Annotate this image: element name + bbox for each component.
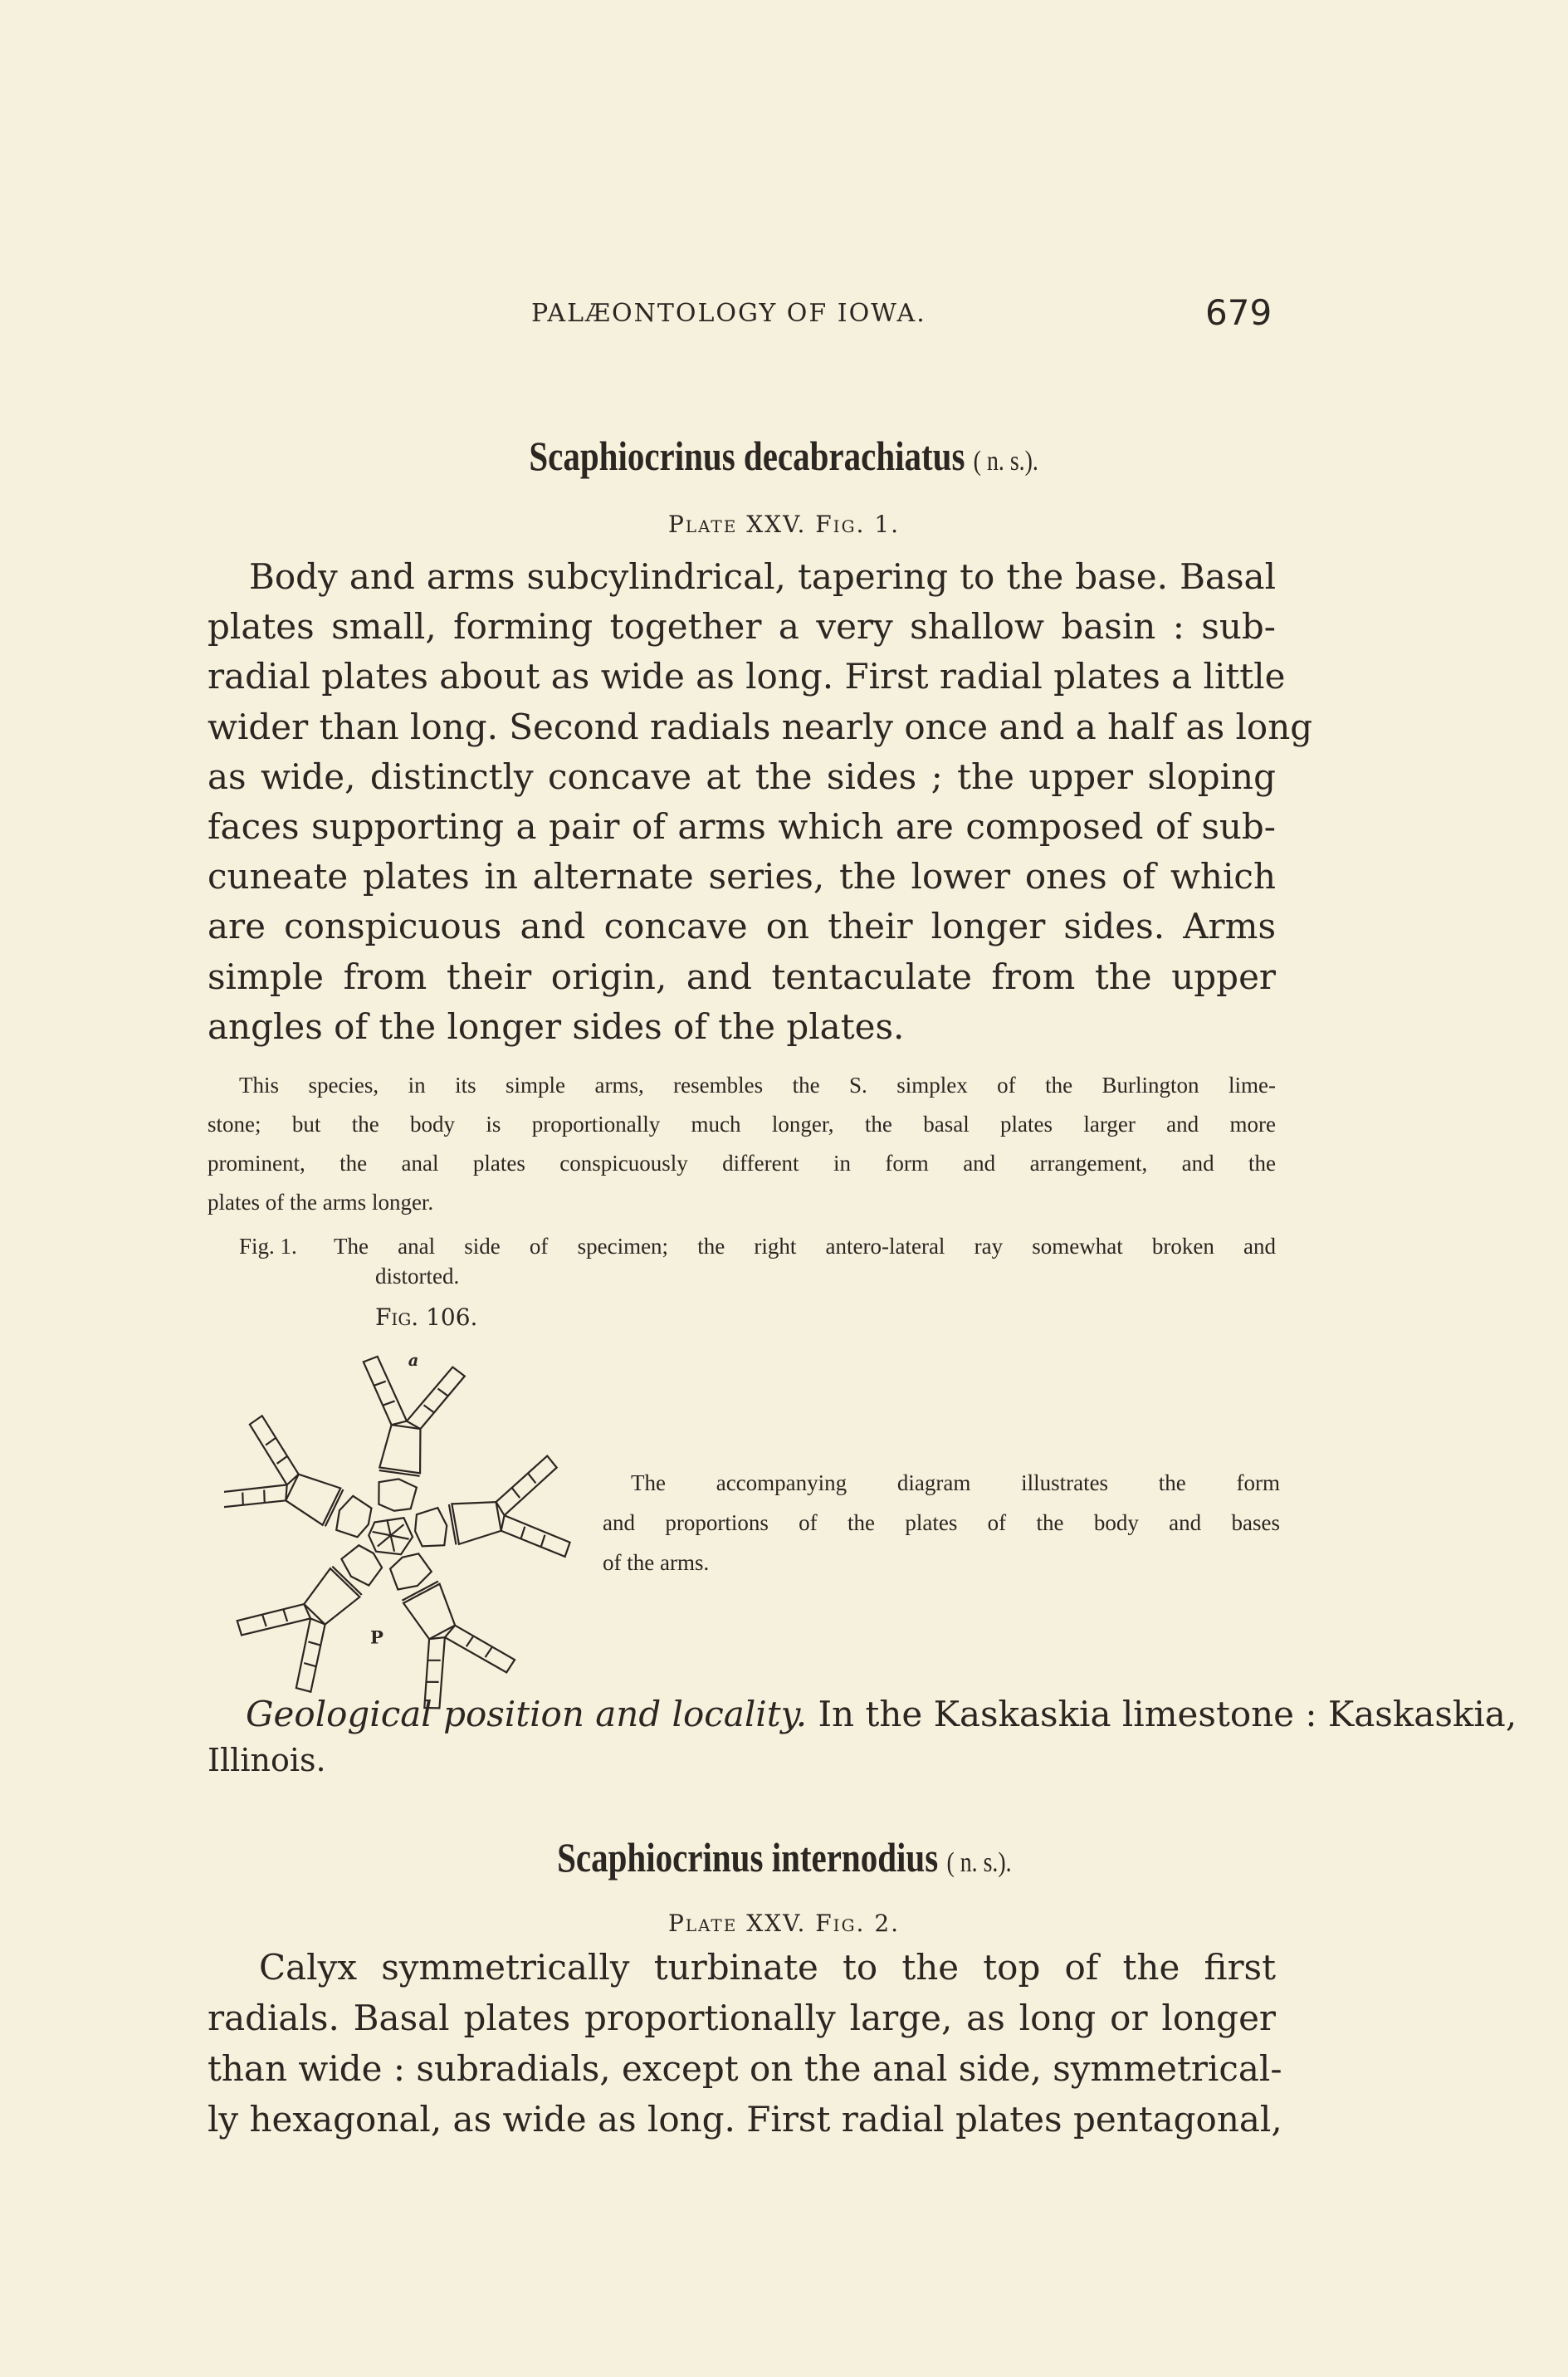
- text-line: are conspicuous and concave on their longer sides. Arms: [208, 906, 1276, 947]
- species-status: ( n. s.).: [974, 446, 1039, 477]
- text-line: angles of the longer sides of the plates.: [208, 1005, 905, 1047]
- text-line: This species, in its simple arms, resembles the S. simplex of the Burlington lime-: [239, 1073, 1276, 1098]
- figure-explanation: [603, 1463, 1280, 1582]
- fig-caption-label: Fig. 1.: [239, 1234, 297, 1259]
- page-number: 679: [1205, 292, 1272, 333]
- species-name: Scaphiocrinus decabrachiatus: [529, 433, 965, 479]
- text-line: plates of the arms longer.: [208, 1190, 434, 1215]
- ray: [344, 1355, 466, 1519]
- locality-text-cont: Illinois.: [208, 1742, 326, 1778]
- text-line: stone; but the body is proportionally much longer, the basal plates larger and more: [208, 1112, 1276, 1137]
- text-line: radials. Basal plates proportionally large, as long or longer: [208, 1998, 1276, 2038]
- text-line: than wide : subradials, except on the anal side, symmetrical-: [208, 2048, 1282, 2089]
- text-line: and proportions of the plates of the body and bases: [603, 1510, 1280, 1535]
- locality-text: In the Kaskaskia limestone : Kaskaskia,: [818, 1694, 1517, 1734]
- ray: [406, 1455, 572, 1582]
- text-line: of the arms.: [603, 1550, 710, 1575]
- running-header: PALÆONTOLOGY OF IOWA.: [531, 299, 926, 328]
- plate-reference: Plate XXV. Fig. 1.: [667, 511, 901, 538]
- ray: [224, 1412, 391, 1570]
- figure-title: Fig. 106.: [375, 1303, 478, 1331]
- text-line: radial plates about as wide as long. First radial plates a little: [208, 656, 1286, 697]
- text-line: The accompanying diagram illustrates the form: [631, 1470, 1280, 1495]
- species-title: [0, 1833, 1568, 1881]
- text-line: prominent, the anal plates conspicuously different in form and arrangement, and the: [208, 1151, 1276, 1176]
- crinoid-plate-diagram: [224, 1328, 589, 1710]
- locality: [246, 1694, 1517, 1734]
- calyx-center: [369, 1518, 413, 1554]
- label-p: P: [370, 1626, 383, 1648]
- ray: [357, 1533, 518, 1710]
- fig-caption-line: The anal side of specimen; the right antero-lateral ray somewhat broken and: [334, 1234, 1276, 1259]
- species-name: Scaphiocrinus internodius: [556, 1834, 938, 1881]
- text-line: ly hexagonal, as wide as long. First radial plates pentagonal,: [208, 2099, 1282, 2140]
- text-line: wider than long. Second radials nearly once and a half as long: [208, 706, 1313, 747]
- text-line: cuneate plates in alternate series, the lower ones of which: [208, 856, 1276, 897]
- label-a: a: [408, 1351, 419, 1371]
- text-line: Calyx symmetrically turbinate to the top of the first: [259, 1947, 1276, 1988]
- species-title: [0, 432, 1568, 480]
- text-line: faces supporting a pair of arms which are composed of sub-: [208, 806, 1276, 847]
- plate-reference: Plate XXV. Fig. 2.: [667, 1910, 901, 1937]
- ray: [232, 1518, 411, 1697]
- text-line: Body and arms subcylindrical, tapering to the base. Basal: [249, 556, 1276, 597]
- fig-caption-line: distorted.: [375, 1264, 460, 1289]
- text-line: simple from their origin, and tentaculate from the upper: [208, 956, 1276, 997]
- locality-label: Geological position and locality.: [246, 1694, 808, 1734]
- text-line: as wide, distinctly concave at the sides ; the upper sloping: [208, 756, 1276, 797]
- species-status: ( n. s.).: [946, 1847, 1012, 1878]
- text-line: plates small, forming together a very shallow basin : sub-: [208, 606, 1276, 648]
